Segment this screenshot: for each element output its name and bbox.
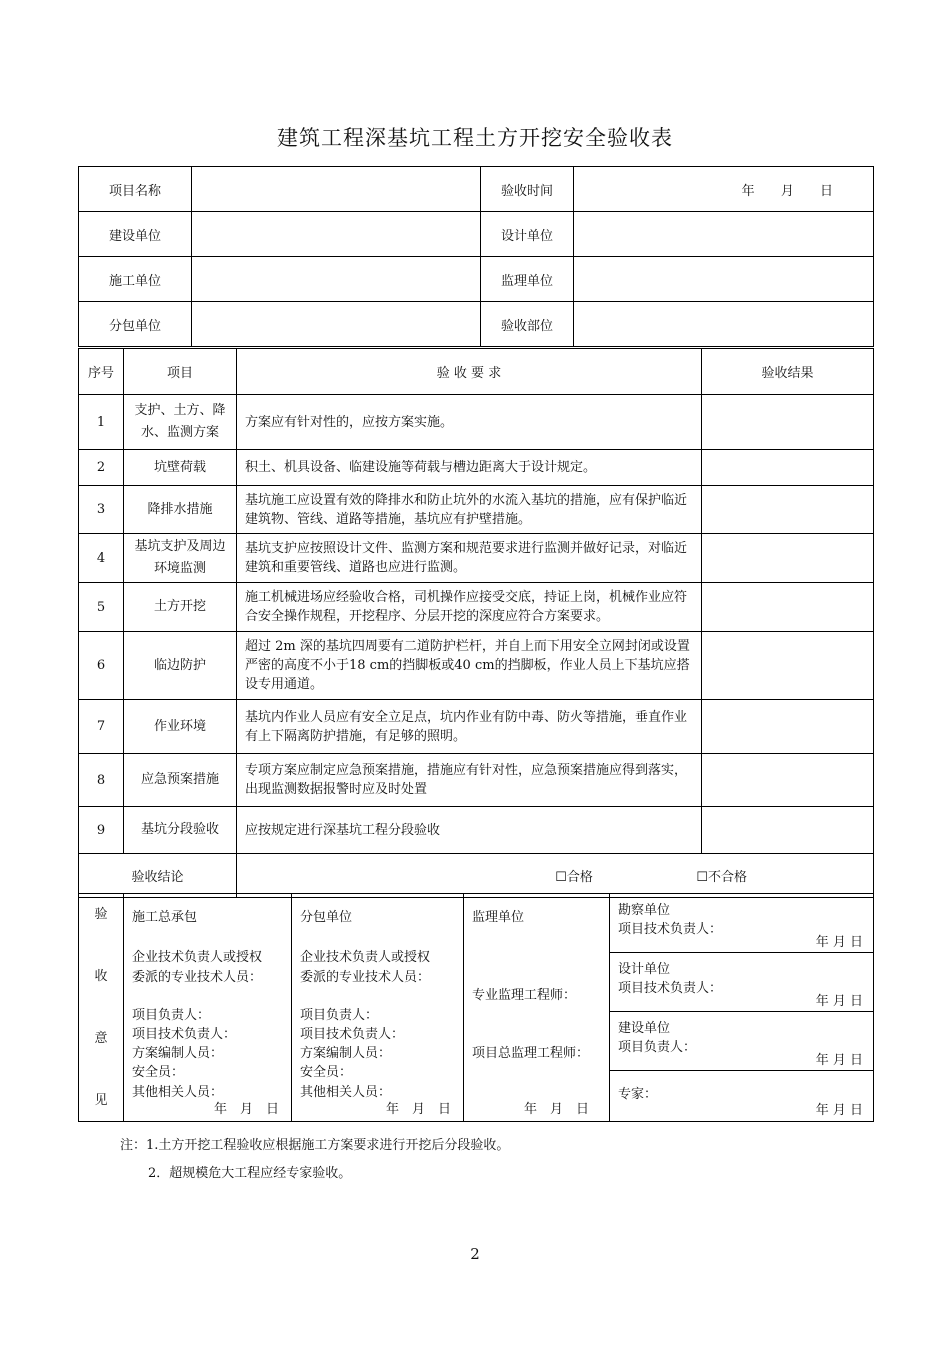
row-item: 基坑支护及周边环境监测 [124, 534, 237, 583]
header-result: 验收结果 [702, 349, 874, 395]
row-no: 5 [79, 583, 124, 632]
header-seq: 序号 [79, 349, 124, 395]
date-day: 日 [819, 183, 833, 199]
accept-part-label: 验收部位 [481, 302, 574, 347]
accept-part-field[interactable] [574, 302, 874, 347]
survey-date: 年 月 日 [815, 935, 863, 950]
sub-date: 年 月 日 [385, 1102, 451, 1117]
constructor-field[interactable] [192, 257, 481, 302]
row-no: 8 [79, 754, 124, 807]
row-no: 9 [79, 807, 124, 854]
row-no: 3 [79, 486, 124, 534]
build-box [610, 1012, 873, 1071]
row-item: 临边防护 [124, 632, 237, 700]
row-requirement: 积土、机具设备、临建设施等荷载与槽边距离大于设计规定。 [237, 450, 702, 486]
row-result[interactable] [702, 632, 874, 700]
info-row [79, 212, 874, 257]
table-row [79, 754, 874, 807]
subcontractor-field[interactable] [192, 302, 481, 347]
table-row [79, 450, 874, 486]
opinions-table [78, 893, 874, 1122]
project-info-table [78, 166, 874, 347]
supervision-chief: 项目总监理工程师： [472, 1046, 590, 1061]
general-line: 项目技术负责人： [132, 1027, 237, 1042]
general-line: 其他相关人员： [132, 1085, 224, 1100]
supervision-title: 监理单位 [472, 910, 525, 925]
row-requirement: 基坑施工应设置有效的降排水和防止坑外的水流入基坑的措施，应有保护临近建筑物、管线、道路等措施，基坑应有护壁措施。 [237, 486, 702, 534]
table-row [79, 700, 874, 754]
sub-title: 分包单位 [300, 910, 353, 925]
table-row [79, 486, 874, 534]
general-date: 年 月 日 [213, 1102, 279, 1117]
row-item: 基坑分段验收 [124, 807, 237, 854]
row-result[interactable] [702, 450, 874, 486]
row-result[interactable] [702, 754, 874, 807]
info-row [79, 167, 874, 212]
design-title: 设计单位 [618, 962, 671, 977]
page-number: 2 [470, 1245, 480, 1263]
design-box [610, 953, 873, 1012]
general-line: 企业技术负责人或授权 [132, 950, 263, 965]
sub-line: 安全员： [300, 1065, 353, 1080]
right-units-cell [610, 894, 874, 1122]
sub-line: 方案编制人员： [300, 1046, 392, 1061]
row-requirement: 施工机械进场应经验收合格，司机操作应接受交底，持证上岗，机械作业应符合安全操作规程，开挖程序、分层开挖的深度应符合方案要求。 [237, 583, 702, 632]
info-row [79, 302, 874, 347]
date-year: 年 [741, 183, 755, 199]
general-line: 项目负责人： [132, 1008, 211, 1023]
row-requirement: 专项方案应制定应急预案措施，措施应有针对性，应急预案措施应得到落实，出现监测数据报警时应及时处置 [237, 754, 702, 807]
header-requirement: 验 收 要 求 [237, 349, 702, 395]
project-name-field[interactable] [192, 167, 481, 212]
row-item: 坑壁荷载 [124, 450, 237, 486]
conclusion-label: 验收结论 [79, 854, 237, 898]
build-date: 年 月 日 [815, 1053, 863, 1068]
sub-line: 委派的专业技术人员： [300, 970, 431, 985]
row-requirement: 超过 2m 深的基坑四周要有二道防护栏杆，并自上而下用安全立网封闭或设置严密的高度不小于18 cm的挡脚板或40 cm的挡脚板，作业人员上下基坑应搭设专用通道。 [237, 632, 702, 700]
table-row [79, 583, 874, 632]
general-line: 方案编制人员： [132, 1046, 224, 1061]
fail-checkbox[interactable]: ☐不合格 [696, 870, 748, 885]
survey-title: 勘察单位 [618, 903, 671, 918]
note-2: 2．超规模危大工程应经专家验收。 [148, 1166, 352, 1181]
builder-label: 建设单位 [79, 212, 192, 257]
row-no: 2 [79, 450, 124, 486]
pass-checkbox[interactable]: ☐合格 [555, 870, 593, 885]
accept-time-label: 验收时间 [481, 167, 574, 212]
general-contractor-cell [124, 894, 292, 1122]
note-1: 注：1.土方开挖工程验收应根据施工方案要求进行开挖后分段验收。 [120, 1138, 510, 1153]
survey-person: 项目技术负责人： [618, 922, 723, 937]
design-person: 项目技术负责人： [618, 981, 723, 996]
row-no: 1 [79, 395, 124, 450]
row-result[interactable] [702, 486, 874, 534]
row-result[interactable] [702, 807, 874, 854]
survey-box [610, 894, 873, 953]
conclusion-options [237, 854, 874, 898]
sub-line: 项目负责人： [300, 1008, 379, 1023]
project-name-label: 项目名称 [79, 167, 192, 212]
row-result[interactable] [702, 534, 874, 583]
constructor-label: 施工单位 [79, 257, 192, 302]
table-row [79, 632, 874, 700]
supervisor-label: 监理单位 [481, 257, 574, 302]
row-no: 7 [79, 700, 124, 754]
sub-line: 其他相关人员： [300, 1085, 392, 1100]
subcontractor-cell [292, 894, 464, 1122]
sub-line: 项目技术负责人： [300, 1027, 405, 1042]
acceptance-table [78, 348, 874, 898]
supervision-engineer: 专业监理工程师： [472, 988, 577, 1003]
row-result[interactable] [702, 583, 874, 632]
opinions-row [79, 894, 874, 1122]
conclusion-row [79, 854, 874, 898]
general-line: 安全员： [132, 1065, 185, 1080]
expert-title: 专家： [618, 1087, 658, 1102]
info-row [79, 257, 874, 302]
supervision-cell [464, 894, 610, 1122]
expert-date: 年 月 日 [815, 1103, 863, 1118]
sub-line: 企业技术负责人或授权 [300, 950, 431, 965]
header-row [79, 349, 874, 395]
row-no: 6 [79, 632, 124, 700]
table-row [79, 807, 874, 854]
row-item: 降排水措施 [124, 486, 237, 534]
row-requirement: 应按规定进行深基坑工程分段验收 [237, 807, 702, 854]
designer-label: 设计单位 [481, 212, 574, 257]
row-result[interactable] [702, 395, 874, 450]
general-title: 施工总承包 [132, 910, 198, 925]
row-requirement: 方案应有针对性的，应按方案实施。 [237, 395, 702, 450]
builder-field[interactable] [192, 212, 481, 257]
row-result[interactable] [702, 700, 874, 754]
row-item: 土方开挖 [124, 583, 237, 632]
table-row [79, 395, 874, 450]
header-item: 项目 [124, 349, 237, 395]
expert-box [610, 1071, 873, 1120]
designer-field[interactable] [574, 212, 874, 257]
table-row [79, 534, 874, 583]
row-item: 支护、土方、降水、监测方案 [124, 395, 237, 450]
row-no: 4 [79, 534, 124, 583]
date-month: 月 [780, 183, 794, 199]
row-item: 作业环境 [124, 700, 237, 754]
general-line: 委派的专业技术人员： [132, 970, 263, 985]
build-title: 建设单位 [618, 1021, 671, 1036]
supervisor-field[interactable] [574, 257, 874, 302]
page-title: 建筑工程深基坑工程土方开挖安全验收表 [277, 126, 673, 150]
row-requirement: 基坑内作业人员应有安全立足点，坑内作业有防中毒、防火等措施，垂直作业有上下隔离防护措施，有足够的照明。 [237, 700, 702, 754]
opinions-vertical-label: 验 收 意 见 [79, 894, 124, 1122]
design-date: 年 月 日 [815, 994, 863, 1009]
supervision-date: 年 月 日 [523, 1102, 589, 1117]
build-person: 项目负责人： [618, 1040, 697, 1055]
accept-time-field[interactable] [574, 167, 874, 212]
row-requirement: 基坑支护应按照设计文件、监测方案和规范要求进行监测并做好记录，对临近建筑和重要管线、道路也应进行监测。 [237, 534, 702, 583]
subcontractor-label: 分包单位 [79, 302, 192, 347]
row-item: 应急预案措施 [124, 754, 237, 807]
